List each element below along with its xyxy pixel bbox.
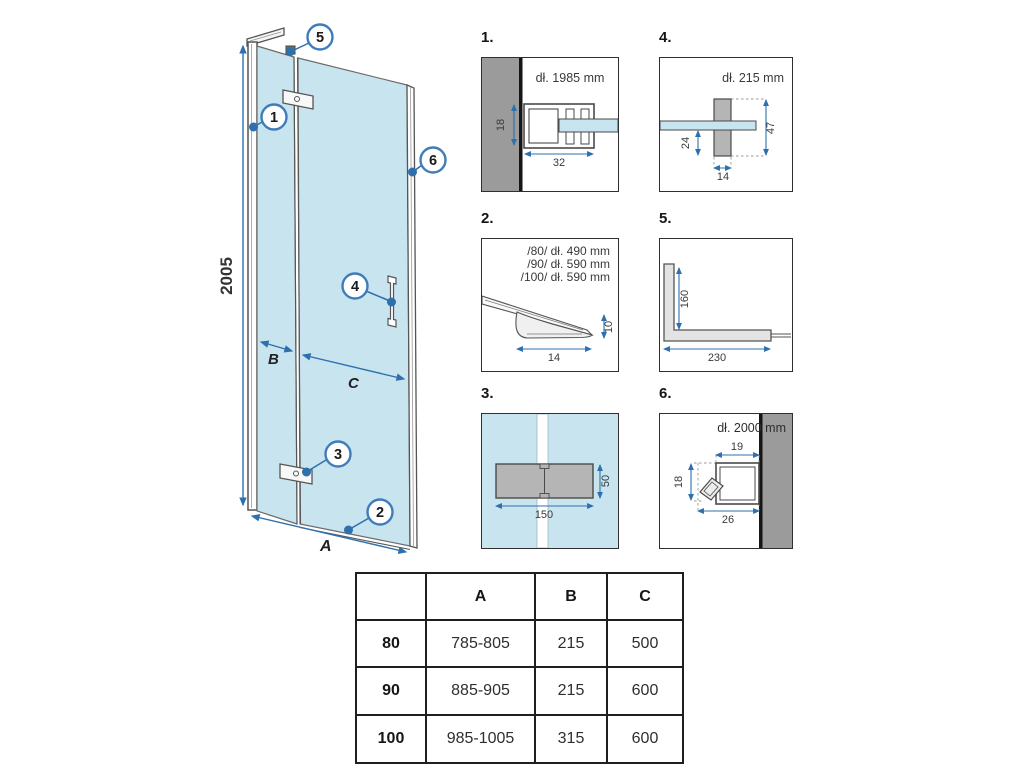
size-table	[355, 572, 684, 764]
height-dimension	[217, 46, 243, 505]
shower-door-drawing	[215, 8, 460, 568]
detail-1-drawing	[481, 57, 619, 192]
detail-1-height: 18	[495, 118, 507, 132]
detail-6-side: 18	[673, 475, 685, 489]
detail-6-drawing	[659, 413, 793, 549]
header-c: C	[607, 573, 683, 620]
detail-2-note-90: /90/ dł. 590 mm	[527, 257, 610, 271]
value-c-90: 600	[607, 667, 683, 715]
header-empty	[356, 573, 426, 620]
detail-2-note-80: /80/ dł. 490 mm	[527, 244, 610, 258]
svg-text:4: 4	[350, 279, 360, 295]
value-a-80: 785-805	[426, 620, 535, 667]
value-b-80: 215	[535, 620, 607, 667]
detail-3-width: 150	[534, 509, 554, 521]
glass-section	[559, 119, 618, 132]
table-row	[356, 667, 683, 715]
value-b-100: 315	[535, 715, 607, 763]
glass-section	[660, 121, 756, 130]
callout-5	[286, 25, 333, 57]
detail-5-label: 5.	[659, 210, 672, 227]
svg-text:5: 5	[315, 30, 325, 46]
detail-3-label: 3.	[481, 385, 494, 402]
header-a: A	[426, 573, 535, 620]
value-b-90: 215	[535, 667, 607, 715]
wall-profile	[248, 42, 257, 510]
width-a-label: A	[320, 538, 332, 555]
detail-4-label: 4.	[659, 29, 672, 46]
detail-4-offset: 24	[680, 136, 692, 150]
detail-6-top: 19	[730, 441, 744, 453]
detail-2-label: 2.	[481, 210, 494, 227]
svg-text:1: 1	[269, 110, 279, 126]
width-b-label: B	[268, 351, 279, 368]
detail-1-note: dł. 1985 mm	[535, 71, 605, 85]
detail-2-note-100: /100/ dł. 590 mm	[520, 270, 610, 284]
value-a-100: 985-1005	[426, 715, 535, 763]
detail-5-drawing	[659, 238, 793, 372]
detail-3-drawing	[481, 413, 619, 549]
detail-4-drawing	[659, 57, 793, 192]
detail-2-drawing	[481, 238, 619, 372]
hinge-plate	[496, 464, 593, 498]
header-b: B	[535, 573, 607, 620]
svg-text:2: 2	[375, 505, 385, 521]
table-header-row	[356, 573, 683, 620]
detail-3-height: 50	[600, 474, 612, 488]
detail-4-height: 47	[765, 121, 777, 135]
detail-6-note: dł. 2000 mm	[717, 421, 786, 435]
value-a-90: 885-905	[426, 667, 535, 715]
detail-1-label: 1.	[481, 29, 494, 46]
detail-2-width: 14	[547, 352, 561, 364]
size-90: 90	[356, 667, 426, 715]
table-row	[356, 715, 683, 763]
seal-profile	[482, 296, 592, 338]
detail-4-width: 14	[716, 171, 730, 183]
value-c-100: 600	[607, 715, 683, 763]
size-80: 80	[356, 620, 426, 667]
detail-2-height: 10	[603, 320, 615, 334]
svg-text:3: 3	[333, 447, 343, 463]
height-dimension-label: 2005	[217, 257, 236, 295]
profile-section	[716, 463, 759, 504]
size-100: 100	[356, 715, 426, 763]
detail-4-note: dł. 215 mm	[722, 71, 784, 85]
detail-5-height: 160	[679, 289, 691, 309]
detail-6-bottom: 26	[721, 514, 735, 526]
table-row	[356, 620, 683, 667]
detail-5-width: 230	[707, 352, 727, 364]
svg-text:6: 6	[428, 153, 438, 169]
value-c-80: 500	[607, 620, 683, 667]
detail-1-width: 32	[552, 157, 566, 169]
width-c-label: C	[348, 375, 359, 392]
detail-6-label: 6.	[659, 385, 672, 402]
